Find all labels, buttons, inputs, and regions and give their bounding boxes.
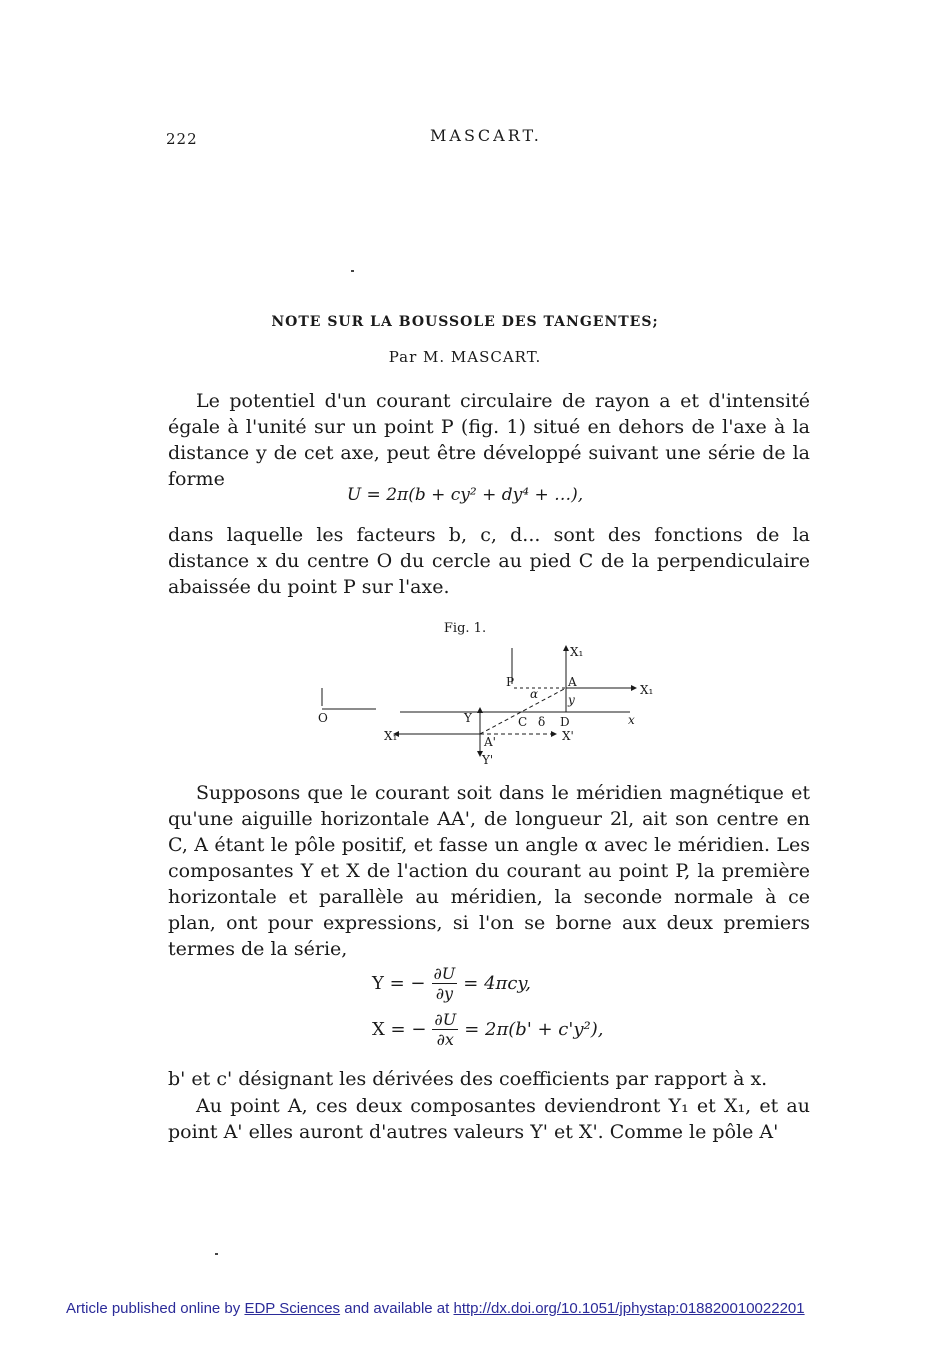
- label-A-prime: A': [484, 735, 496, 749]
- eq-y-right: = 4πcy,: [463, 973, 531, 994]
- article-author: Par M. MASCART.: [388, 348, 542, 366]
- paragraph-5: Au point A, ces deux composantes deviendront Y₁ et X₁, et au point A' elles auront d'autres valeurs Y' et X'. Comme le pôle A': [168, 1095, 810, 1143]
- label-Y: Y: [464, 711, 472, 725]
- label-Y-prime: Y': [482, 753, 494, 767]
- footer-middle: and available at: [340, 1300, 454, 1317]
- label-X1-left: X₁: [384, 729, 398, 743]
- figure-caption: Fig. 1.: [443, 621, 487, 636]
- paragraph-1: Le potentiel d'un courant circulaire de rayon a et d'intensité égale à l'unité sur un point P (fig. 1) situé en dehors de l'axe à la distance y de cet axe, peut être développé suivant une série de la forme: [168, 390, 810, 490]
- figure-1-diagram: [300, 636, 680, 776]
- footer-prefix: Article published online by: [66, 1300, 245, 1317]
- label-A: A: [568, 675, 577, 689]
- label-X1-top: X₁: [570, 645, 584, 659]
- eq-y-left: Y = −: [372, 973, 426, 994]
- eq-x-fraction: [432, 1010, 458, 1049]
- label-P: P: [506, 675, 515, 689]
- formula-potential: U = 2π(b + cy² + dy⁴ + …),: [346, 485, 584, 505]
- eq-x-den: ∂x: [436, 1030, 454, 1049]
- label-y: y: [568, 693, 575, 707]
- equation-X: [372, 1010, 603, 1049]
- label-O: O: [318, 711, 328, 725]
- running-head: MASCART.: [430, 126, 542, 145]
- paragraph-4: b' et c' désignant les dérivées des coefficients par rapport à x.: [168, 1068, 768, 1090]
- eq-y-num: ∂U: [433, 964, 456, 983]
- footer-citation: [66, 1300, 805, 1317]
- article-title: NOTE SUR LA BOUSSOLE DES TANGENTES;: [271, 314, 659, 330]
- paragraph-2: dans laquelle les facteurs b, c, d... sont des fonctions de la distance x du centre O du cercle au pied C de la perpendiculaire abaissée du point P sur l'axe.: [168, 524, 810, 598]
- eq-y-den: ∂y: [435, 984, 454, 1003]
- publisher-link[interactable]: EDP Sciences: [244, 1300, 341, 1317]
- label-X-prime: X': [562, 729, 574, 743]
- eq-x-num: ∂U: [434, 1010, 457, 1029]
- label-D: D: [560, 715, 570, 729]
- label-x: x: [628, 713, 635, 727]
- doi-link[interactable]: http://dx.doi.org/10.1051/jphystap:018820010022201: [453, 1300, 805, 1317]
- equation-Y: [372, 964, 531, 1003]
- speck: [215, 1253, 218, 1255]
- eq-x-right: = 2π(b' + c'y²),: [464, 1019, 604, 1040]
- label-X1-right: X₁: [640, 683, 654, 697]
- page-number: 222: [166, 130, 198, 148]
- axis-lines: [322, 646, 636, 756]
- paragraph-3: Supposons que le courant soit dans le méridien magnétique et qu'une aiguille horizontale AA', de longueur 2l, ait son centre en C, A étant le pôle positif, et fasse un angle α avec le méridien. Les composantes Y et X de l'action du courant au point P, la première horizontale et parallèle au méridien, la seconde normale à ce plan, ont pour expressions, si l'on se borne aux deux premiers termes de la série,: [168, 782, 810, 960]
- label-delta: δ: [538, 715, 546, 729]
- eq-y-fraction: [432, 964, 458, 1003]
- label-alpha: α: [530, 687, 539, 701]
- label-C: C: [518, 715, 528, 729]
- speck: [351, 270, 354, 272]
- eq-x-left: X = −: [372, 1019, 427, 1040]
